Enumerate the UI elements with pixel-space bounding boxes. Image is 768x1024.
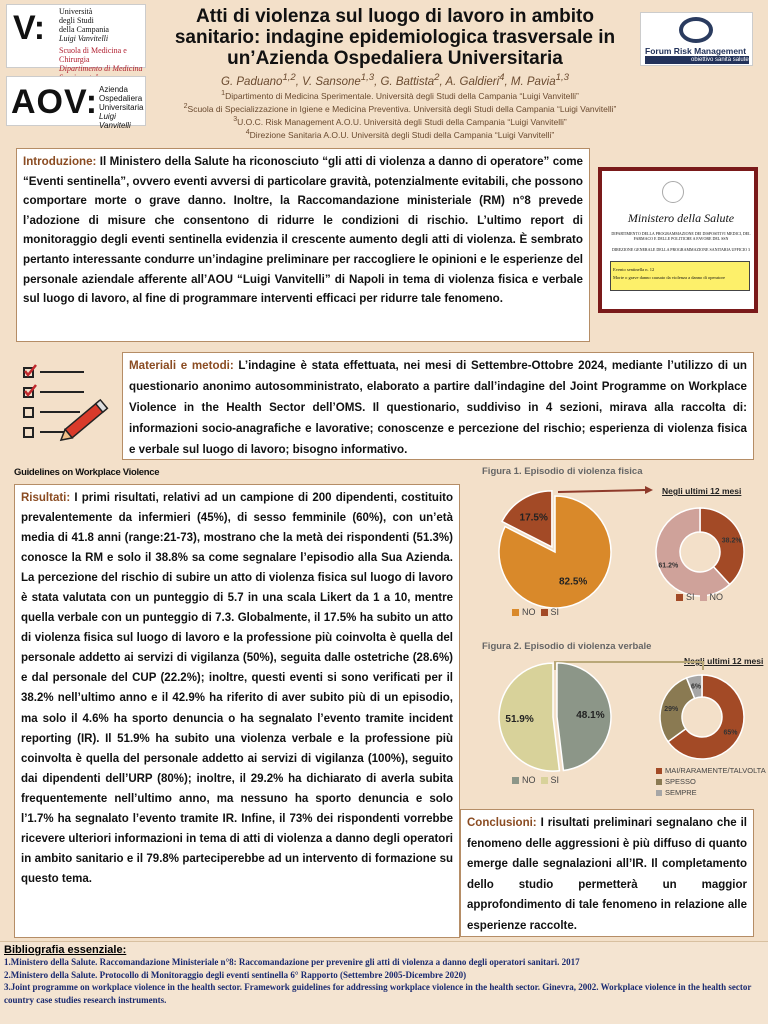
data-label: 65%	[723, 729, 738, 737]
logo-line: degli Studi	[59, 16, 94, 25]
figure1-title: Figura 1. Episodio di violenza fisica	[482, 466, 643, 477]
bibliography-item: 3.Joint programme on workplace violence in the health sector. Framework guidelines for addressing workplace violence in the health sector. Ginevra, 2002. Workplace violence in the health sector country case studies research instruments.	[4, 982, 752, 1005]
conclusions-heading: Conclusioni:	[467, 817, 537, 829]
title-line: Atti di violenza sul luogo di lavoro in ambito	[196, 6, 594, 27]
data-label: 17.5%	[519, 512, 548, 524]
results-heading: Risultati:	[21, 492, 71, 504]
frm-circle-icon	[679, 17, 713, 43]
figure2-donut-legend	[656, 765, 766, 798]
introduction-text: Il Ministero della Salute ha riconosciuto “gli atti di violenza a danno di operatore” come “Eventi sentinella”, ovvero eventi avversi di particolare gravità, potenzialmente evitabili, che possono comportare morte o grave danno. Inoltre, la Raccomandazione ministeriale (RM) n°8 prevede l’adozione di misure che consentono di ridurre le condizioni di rischio. L’ultimo report di monitoraggio degli eventi sentinella evidenzia il crescente aumento degli atti di violenza. È sembrato pertanto interessante condurre un’indagine preliminare per raccogliere le opinioni e le esperienze del personale aziendale afferente all’AOU “Luigi Vanvitelli” di Napoli in tema di violenza fisica e verbale sul luogo di lavoro, al fine di programmare interventi efficaci per ridurre tale fenomeno.	[23, 155, 583, 306]
highlight-line: Evento sentinella n. 12	[613, 267, 655, 272]
figure2-subtitle: Negli ultimi 12 mesi	[684, 656, 764, 666]
figure1-donut-chart	[656, 508, 744, 596]
logo-line: Dipartimento di Medicina	[59, 64, 143, 73]
legend-swatch	[656, 790, 662, 796]
conclusions-section	[460, 809, 754, 937]
legend-item: SPESSO	[656, 776, 766, 787]
aov-logo-text	[99, 85, 145, 130]
data-label: 29%	[664, 706, 679, 714]
legend-swatch	[541, 609, 548, 616]
author: A. Galdieri$^4$	[445, 72, 505, 88]
logo-line: Ospedaliera	[99, 94, 143, 103]
data-label: 48.1%	[576, 709, 605, 721]
authors-line: G. Paduano$^{1,2}$, V. Sansone$^{1,3}$, G. Battista$^2$, A. Galdieri$^4$, M. Pavia$^{1,3}$	[221, 72, 569, 88]
figure1-subtitle: Negli ultimi 12 mesi	[662, 486, 742, 496]
data-label: 61.2%	[658, 562, 679, 570]
legend-item: SEMPRE	[656, 787, 766, 798]
bibliography-section	[0, 941, 768, 1024]
legend-swatch	[512, 609, 519, 616]
data-label: 51.9%	[505, 714, 534, 726]
ministry-doc-highlight	[610, 261, 750, 291]
figure1-connector	[558, 490, 645, 492]
legend-swatch	[700, 594, 707, 601]
figure2-pie-chart	[499, 663, 611, 771]
highlight-line: Morte o grave danno causato da violenza a danno di operatore	[613, 275, 725, 280]
emblem-icon	[662, 181, 684, 203]
logo-line: Scuola di Medicina e Chirurgia	[59, 46, 127, 64]
logo-line: Azienda	[99, 85, 128, 94]
guidelines-label: Guidelines on Workplace Violence	[14, 467, 160, 478]
aov-logo	[6, 76, 146, 130]
legend-swatch	[676, 594, 683, 601]
logo-line: Luigi Vanvitelli	[59, 34, 109, 43]
legend-swatch	[512, 777, 519, 784]
ministry-document-image	[598, 167, 758, 313]
affiliation: $^3$U.O.C. Risk Management A.O.U. Università degli Studi della Campania “Luigi Vanvitelli”	[233, 115, 567, 127]
bibliography-item: 2.Ministero della Salute. Protocollo di Monitoraggio degli eventi sentinella 6° Rapporto (Settembre 2005-Dicembre 2020)	[4, 969, 467, 980]
legend-swatch	[656, 768, 662, 774]
legend-item: NO	[512, 607, 536, 617]
affiliation: $^1$Dipartimento di Medicina Sperimentale. Università degli Studi della Campania “Luigi Vanvitelli”	[221, 89, 579, 101]
unicampania-logo-mark: V:	[13, 9, 46, 47]
figure1-arrowhead	[645, 486, 653, 494]
logo-line: della Campania	[59, 25, 109, 34]
affiliation: $^2$Scuola di Specializzazione in Igiene e Medicina Preventiva. Università degli Studi della Campania “Luigi Vanvitelli”	[183, 102, 617, 114]
bibliography-item: 1.Ministero della Salute. Raccomandazione Ministeriale n°8: Raccomandazione per prevenire gli atti di violenza a danno degli operatori sanitari. 2017	[4, 957, 580, 967]
poster-title	[160, 6, 630, 69]
author: G. Paduano$^{1,2}$	[221, 72, 296, 88]
materials-heading: Materiali e metodi:	[129, 359, 234, 372]
legend-item: NO	[512, 775, 536, 785]
ministry-doc-title: Ministero della Salute	[627, 211, 735, 225]
figure2-donut-chart	[660, 675, 744, 759]
legend-item: SI	[541, 607, 560, 617]
conclusions-text: I risultati preliminari segnalano che il fenomeno delle aggressioni è più diffuso di quanto emerge dalle segnalazioni all’IR. Il completamento dello studio permetterà un maggior approfondimento di tale fenomeno in relazione alle esperienze raccolte.	[467, 817, 747, 932]
figure1-pie-chart	[499, 491, 611, 608]
title-line: sanitario: indagine epidemiologica trasversale in	[174, 27, 616, 48]
materials-section	[122, 352, 754, 460]
guidelines-checklist-image	[14, 354, 160, 478]
frm-logo-bar: obiettivo sanità salute	[645, 56, 749, 64]
author: M. Pavia$^{1,3}$	[510, 72, 569, 88]
data-label: 6%	[690, 683, 702, 691]
ministry-doc-dept: DIPARTIMENTO DELLA PROGRAMMAZIONE DEI DISPOSITIVI MEDICI, DEL FARMACO E DELLE POLITICHE A FAVORE DEL SSN	[611, 231, 751, 241]
results-section	[14, 484, 460, 938]
frm-logo-label: Forum Risk Management	[645, 46, 747, 56]
legend-item: NO	[700, 592, 724, 602]
checklist-icon	[14, 354, 118, 460]
unicampania-logo	[6, 4, 146, 73]
data-label: 38.2%	[721, 537, 742, 545]
charts-area	[460, 480, 760, 810]
legend-item: MAI/RARAMENTE/TALVOLTA	[656, 765, 766, 776]
figure1-donut-legend	[676, 592, 723, 602]
aov-logo-mark: AOV:	[11, 83, 99, 121]
logo-line: Luigi Vanvitelli	[99, 112, 131, 130]
materials-text: L’indagine è stata effettuata, nei mesi di Settembre-Ottobre 2024, mediante l’utilizzo di un questionario anonimo autosomministrato, elaborato a partire dall’indagine del Joint Programme on Workplace Violence in the Health Sector dell’OMS. Il questionario, suddiviso in 4 sezioni, mirava alla raccolta di: informazioni socio-anagrafiche e lavorative; conoscenze e percezione del rischio; esperienza di violenza fisica e verbale sul luogo di lavoro; bisogno informativo.	[129, 359, 747, 456]
results-text: I primi risultati, relativi ad un campione di 200 dipendenti, costituito prevalentemente da infermieri (45%), di sesso femminile (60%), con un’età media di 41.8 anni (range:21-73), mostrano che la metà dei rispondenti (51.3%) conosce la RM e solo il 38.8% sa come segnalare l’episodio alla Sua Azienda. La percezione del rischio di subire un atto di violenza fisica sul luogo di lavoro è stata valutata con un punteggio di 5.7 in una scala Likert da 1 a 10, mentre quella verbale con un punteggio di 7.3. Globalmente, il 17.5% ha subito un atto di violenza fisica sul luogo di lavoro e la professione più coinvolta è quella del personale addetto ai servizi di vigilanza (50%), seguita dalle ostetriche (28.6%) e dal personale del CUP (22.2%); inoltre, questi eventi si sono verificati per il 38.2% nell’ultimo anno e il 42.9% ha riferito di aver subito più di un episodio, ma solo il 4.6% ha sporto denuncia o ha segnalato l’evento tramite incident reporting (IR). Il 51.9% ha subito una violenza verbale e la professione più coinvolta è quella del personale addetto ai servizi di vigilanza (100%), seguito dai dipendenti dell’URP (80%); inoltre, il 29.2% ha dichiarato di averla subita frequentemente nell’ultimo anno, ma nessuno ha sporto denuncia e solo l’1.7% ha segnalato l’evento tramite IR. Infine, il 73% dei rispondenti vorrebbe ricevere ulteriori informazioni in tema di atti di violenza a danno degli operatori in ambito sanitario e il 79.8% parteciperebbe ad un intervento di formazione su questo tema.	[21, 492, 453, 885]
legend-item: SI	[676, 592, 695, 602]
figure1-legend	[512, 607, 559, 617]
author: V. Sansone$^{1,3}$	[302, 72, 375, 88]
affiliation: $^4$Direzione Sanitaria A.O.U. Università degli Studi della Campania “Luigi Vanvitelli”	[245, 128, 555, 140]
data-label: 82.5%	[558, 576, 588, 588]
logo-line: Universitaria	[99, 103, 144, 112]
legend-swatch	[541, 777, 548, 784]
legend-item: SI	[541, 775, 560, 785]
forum-risk-management-logo	[640, 12, 753, 66]
bibliography-title: Bibliografia essenziale:	[4, 944, 127, 956]
author: G. Battista$^2$	[380, 72, 440, 88]
legend-swatch	[656, 779, 662, 785]
unicampania-logo-text	[59, 7, 145, 82]
introduction-section	[16, 148, 590, 342]
logo-line: Università	[59, 7, 93, 16]
figure2-title: Figura 2. Episodio di violenza verbale	[482, 641, 652, 652]
title-line: un’Azienda Ospedaliera Universitaria	[227, 48, 563, 69]
introduction-heading: Introduzione:	[23, 155, 97, 168]
figure2-legend	[512, 775, 559, 785]
ministry-doc-dept2: DIREZIONE GENERALE DELLA PROGRAMMAZIONE SANITARIA UFFICIO 3	[611, 247, 751, 252]
